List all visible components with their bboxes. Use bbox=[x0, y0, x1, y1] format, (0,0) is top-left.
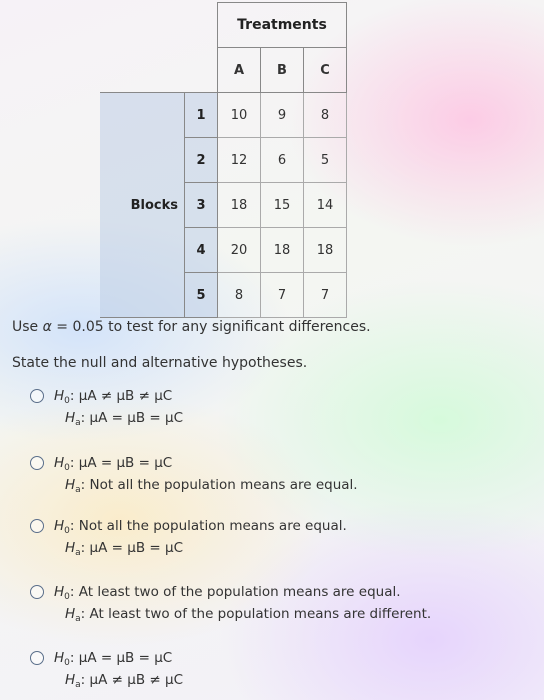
ha-text: At least two of the population means are different. bbox=[89, 606, 432, 622]
radio-button[interactable] bbox=[30, 585, 44, 599]
table-cell: 9 bbox=[261, 93, 304, 138]
blocks-label: Blocks bbox=[100, 183, 185, 228]
data-table bbox=[100, 2, 347, 318]
treatment-label-c: C bbox=[304, 48, 347, 93]
table-row bbox=[100, 183, 347, 228]
h0-text: μA ≠ μB ≠ μC bbox=[78, 388, 173, 404]
table-cell: 10 bbox=[218, 93, 261, 138]
table-row bbox=[100, 273, 347, 318]
treatment-label-a: A bbox=[218, 48, 261, 93]
radio-button[interactable] bbox=[30, 519, 44, 533]
ha-text: μA ≠ μB ≠ μC bbox=[89, 672, 183, 688]
table-cell: 8 bbox=[218, 273, 261, 318]
table-cell: 8 bbox=[304, 93, 347, 138]
ha-text: μA = μB = μC bbox=[89, 410, 183, 426]
block-number: 3 bbox=[185, 183, 218, 228]
ha-text: μA = μB = μC bbox=[89, 540, 183, 556]
h0-text: At least two of the population means are equal. bbox=[78, 584, 401, 600]
h0-text: μA = μB = μC bbox=[78, 650, 173, 666]
table-row bbox=[100, 138, 347, 183]
alpha-instruction bbox=[12, 319, 371, 335]
alpha-prefix: Use bbox=[12, 319, 43, 335]
h0-line: $H_0$: μA ≠ μB ≠ μC bbox=[54, 388, 173, 406]
h0-text: Not all the population means are equal. bbox=[78, 518, 347, 534]
block-number: 1 bbox=[185, 93, 218, 138]
table-cell: 18 bbox=[218, 183, 261, 228]
table-cell: 20 bbox=[218, 228, 261, 273]
table-cell: 7 bbox=[261, 273, 304, 318]
h0-line: $H_0$: Not all the population means are equal. bbox=[54, 518, 347, 536]
table-row bbox=[100, 93, 347, 138]
radio-button[interactable] bbox=[30, 389, 44, 403]
radio-button[interactable] bbox=[30, 456, 44, 470]
table-cell: 14 bbox=[304, 183, 347, 228]
table-cell: 15 bbox=[261, 183, 304, 228]
table-cell: 18 bbox=[304, 228, 347, 273]
table-cell: 12 bbox=[218, 138, 261, 183]
ha-text: Not all the population means are equal. bbox=[89, 477, 358, 493]
alpha-suffix: = 0.05 to test for any significant differences. bbox=[51, 319, 371, 335]
h0-line: $H_0$: At least two of the population means are equal. bbox=[54, 584, 401, 602]
block-number: 5 bbox=[185, 273, 218, 318]
ha-line: $H_a$: μA = μB = μC bbox=[65, 410, 183, 428]
alpha-symbol: α bbox=[42, 319, 52, 335]
h0-line: $H_0$: μA = μB = μC bbox=[54, 650, 173, 668]
ha-line: $H_a$: Not all the population means are equal. bbox=[65, 477, 358, 495]
block-number: 2 bbox=[185, 138, 218, 183]
table-cell: 6 bbox=[261, 138, 304, 183]
treatments-header: Treatments bbox=[218, 3, 347, 48]
ha-line: $H_a$: μA = μB = μC bbox=[65, 540, 183, 558]
h0-line: $H_0$: μA = μB = μC bbox=[54, 455, 173, 473]
table-cell: 18 bbox=[261, 228, 304, 273]
ha-line: $H_a$: μA ≠ μB ≠ μC bbox=[65, 672, 183, 690]
block-number: 4 bbox=[185, 228, 218, 273]
radio-button[interactable] bbox=[30, 651, 44, 665]
ha-line: $H_a$: At least two of the population means are different. bbox=[65, 606, 432, 624]
table-cell: 7 bbox=[304, 273, 347, 318]
hypotheses-prompt: State the null and alternative hypotheses. bbox=[12, 355, 308, 371]
h0-text: μA = μB = μC bbox=[78, 455, 173, 471]
table-row bbox=[100, 228, 347, 273]
table-cell: 5 bbox=[304, 138, 347, 183]
treatment-label-b: B bbox=[261, 48, 304, 93]
